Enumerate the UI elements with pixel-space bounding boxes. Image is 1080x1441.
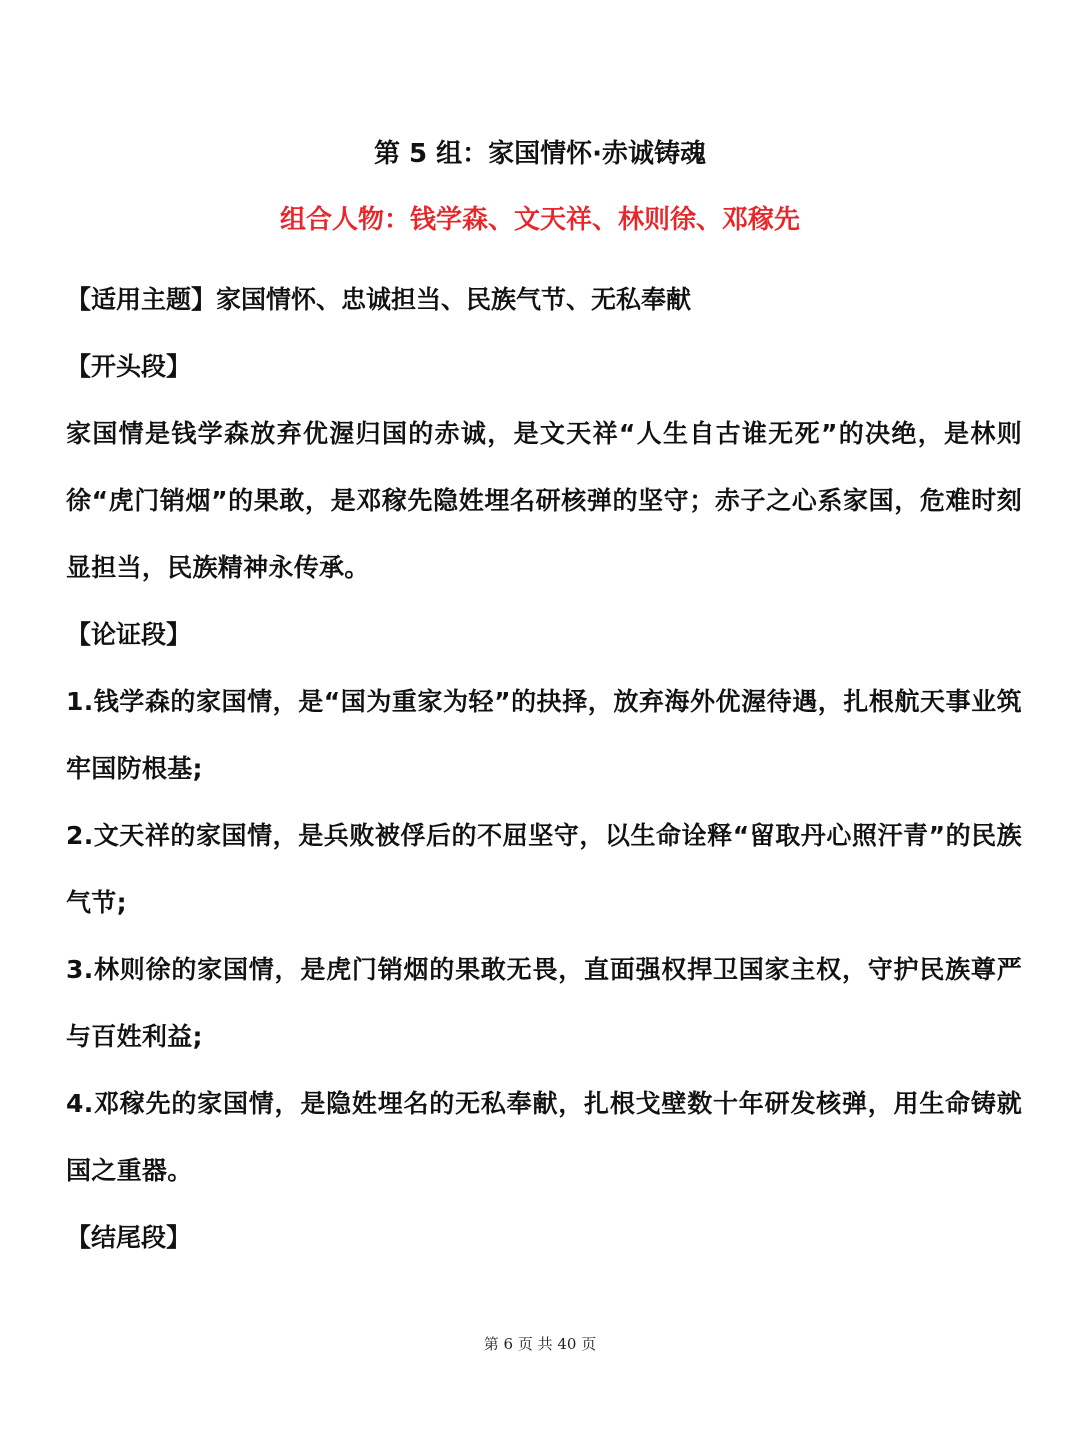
argument-point-4: 4.邓稼先的家国情，是隐姓埋名的无私奉献，扎根戈壁数十年研发核弹，用生命铸就国之重器。 bbox=[66, 1089, 1022, 1185]
document-body bbox=[66, 266, 1022, 1271]
argument-point-3: 3.林则徐的家国情，是虎门销烟的果敢无畏，直面强权捍卫国家主权，守护民族尊严与百姓利益; bbox=[66, 955, 1022, 1051]
theme-line: 【适用主题】家国情怀、忠诚担当、民族气节、无私奉献 bbox=[66, 285, 692, 314]
footer-current-page: 6 bbox=[503, 1335, 514, 1353]
footer-prefix: 第 bbox=[483, 1335, 499, 1353]
argument-heading: 【论证段】 bbox=[66, 620, 192, 649]
opening-heading: 【开头段】 bbox=[66, 352, 192, 381]
footer-total-pages: 40 bbox=[557, 1335, 577, 1353]
page-footer bbox=[0, 1334, 1080, 1354]
argument-point-1: 1.钱学森的家国情，是“国为重家为轻”的抉择，放弃海外优渥待遇，扎根航天事业筑牢国防根基; bbox=[66, 687, 1022, 783]
footer-mid: 页 共 bbox=[517, 1335, 553, 1353]
opening-paragraph: 家国情是钱学森放弃优渥归国的赤诚，是文天祥“人生自古谁无死”的决绝，是林则徐“虎门销烟”的果敢，是邓稼先隐姓埋名研核弹的坚守；赤子之心系家国，危难时刻显担当，民族精神永传承。 bbox=[66, 419, 1022, 582]
page-title: 第 5 组：家国情怀·赤诚铸魂 bbox=[373, 139, 707, 169]
footer-suffix: 页 bbox=[581, 1335, 597, 1353]
closing-heading: 【结尾段】 bbox=[66, 1223, 192, 1252]
page-subtitle: 组合人物：钱学森、文天祥、林则徐、邓稼先 bbox=[279, 205, 800, 235]
argument-point-2: 2.文天祥的家国情，是兵败被俘后的不屈坚守，以生命诠释“留取丹心照汗青”的民族气节; bbox=[66, 821, 1022, 917]
